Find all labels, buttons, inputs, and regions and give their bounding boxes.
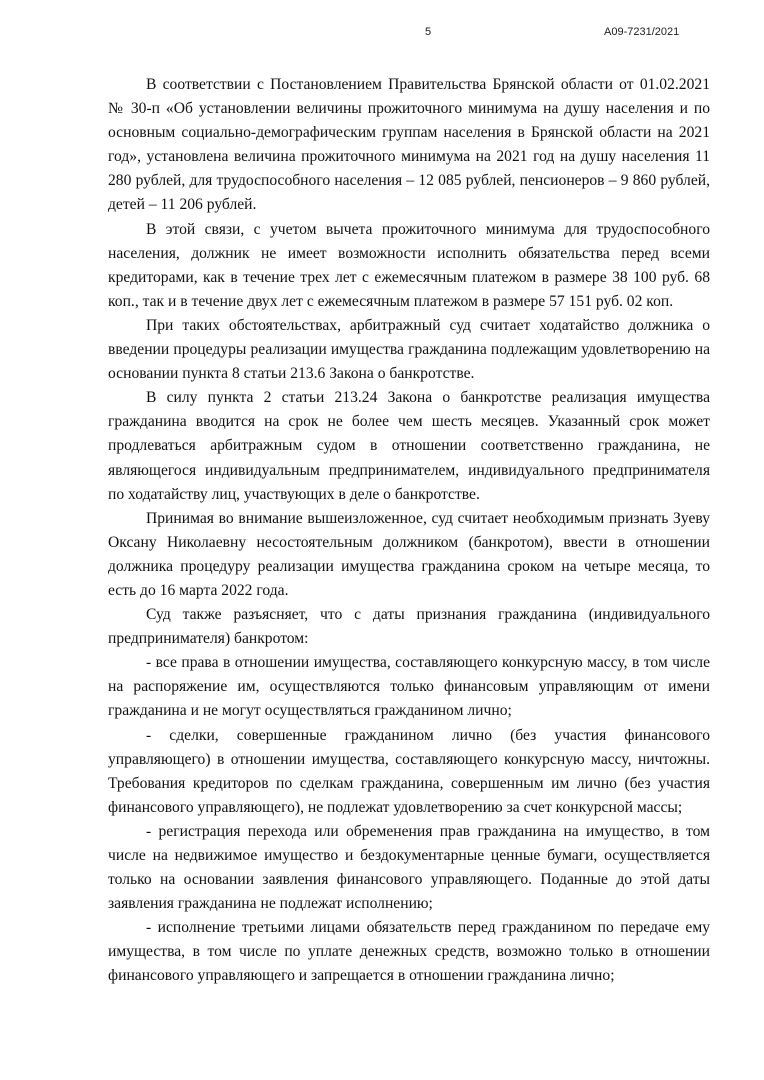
paragraph-subsistence-minimum: В соответствии с Постановлением Правительства Брянской области от 01.02.2021 № 30-п «Об установлении величины прожиточного минимума на душу населения и по основным социально-демографическим группам населения в Брянской области на 2021 год», установлена величина прожиточного минимума на 2021 год на душу населения 11 280 рублей, для трудоспособного населения – 12 085 рублей, пенсионеров – 9 860 рублей, детей – 11 206 рублей.	[108, 76, 710, 214]
paragraph-court-explains: Суд также разъясняет, что с даты признания гражданина (индивидуального предпринимателя) банкротом:	[108, 606, 710, 648]
paragraph-registration-of-rights: - регистрация перехода или обременения прав гражданина на имущество, в том числе на недвижимое имущество и бездокументарные ценные бумаги, осуществляется только на основании заявления финансового управляющего. Поданные до этой даты заявления гражданина не подлежат исполнению;	[108, 822, 710, 913]
page-number: 5	[424, 26, 432, 38]
paragraph-declare-bankrupt: Принимая во внимание вышеизложенное, суд считает необходимым признать Зуеву Оксану Николаевну несостоятельным должником (банкротом), ввести в отношении должника процедуру реализации имущества гражданина сроком на четыре месяца, то есть до 16 марта 2022 года.	[108, 509, 710, 599]
document-body	[108, 73, 710, 989]
paragraph-third-party-obligations: - исполнение третьими лицами обязательств перед гражданином по передаче ему имущества, в том числе по уплате денежных средств, возможно только в отношении финансового управляющего и запрещается в отношении гражданина лично;	[108, 919, 710, 985]
paragraph-transactions-void: - сделки, совершенные гражданином лично (без участия финансового управляющего) в отношении имущества, составляющего конкурсную массу, ничтожны. Требования кредиторов по сделкам гражданина, совершенным им лично (без участия финансового управляющего), не подлежат удовлетворению за счет конкурсной массы;	[108, 726, 710, 816]
paragraph-rights-exercised-by-manager: - все права в отношении имущества, составляющего конкурсную массу, в том числе на распоряжение им, осуществляются только финансовым управляющим от имени гражданина и не могут осуществляться гражданином лично;	[108, 654, 710, 720]
case-number: А09-7231/2021	[604, 26, 680, 38]
paragraph-court-satisfies-motion: При таких обстоятельствах, арбитражный суд считает ходатайство должника о введении процедуры реализации имущества гражданина подлежащим удовлетворению на основании пункта 8 статьи 213.6 Закона о банкротстве.	[108, 316, 710, 383]
paragraph-procedure-term: В силу пункта 2 статьи 213.24 Закона о банкротстве реализация имущества гражданина вводится на срок не более чем шесть месяцев. Указанный срок может продлеваться арбитражным судом в отношении соответственно гражданина, не являющегося индивидуальным предпринимателем, индивидуального предпринимателя по ходатайству лиц, участвующих в деле о банкротстве.	[108, 389, 710, 503]
paragraph-debtor-inability: В этой связи, с учетом вычета прожиточного минимума для трудоспособного населения, должник не имеет возможности исполнить обязательства перед всеми кредиторами, как в течение трех лет с ежемесячным платежом в размере 38 100 руб. 68 коп., так и в течение двух лет с ежемесячным платежом в размере 57 151 руб. 02 коп.	[108, 220, 710, 310]
